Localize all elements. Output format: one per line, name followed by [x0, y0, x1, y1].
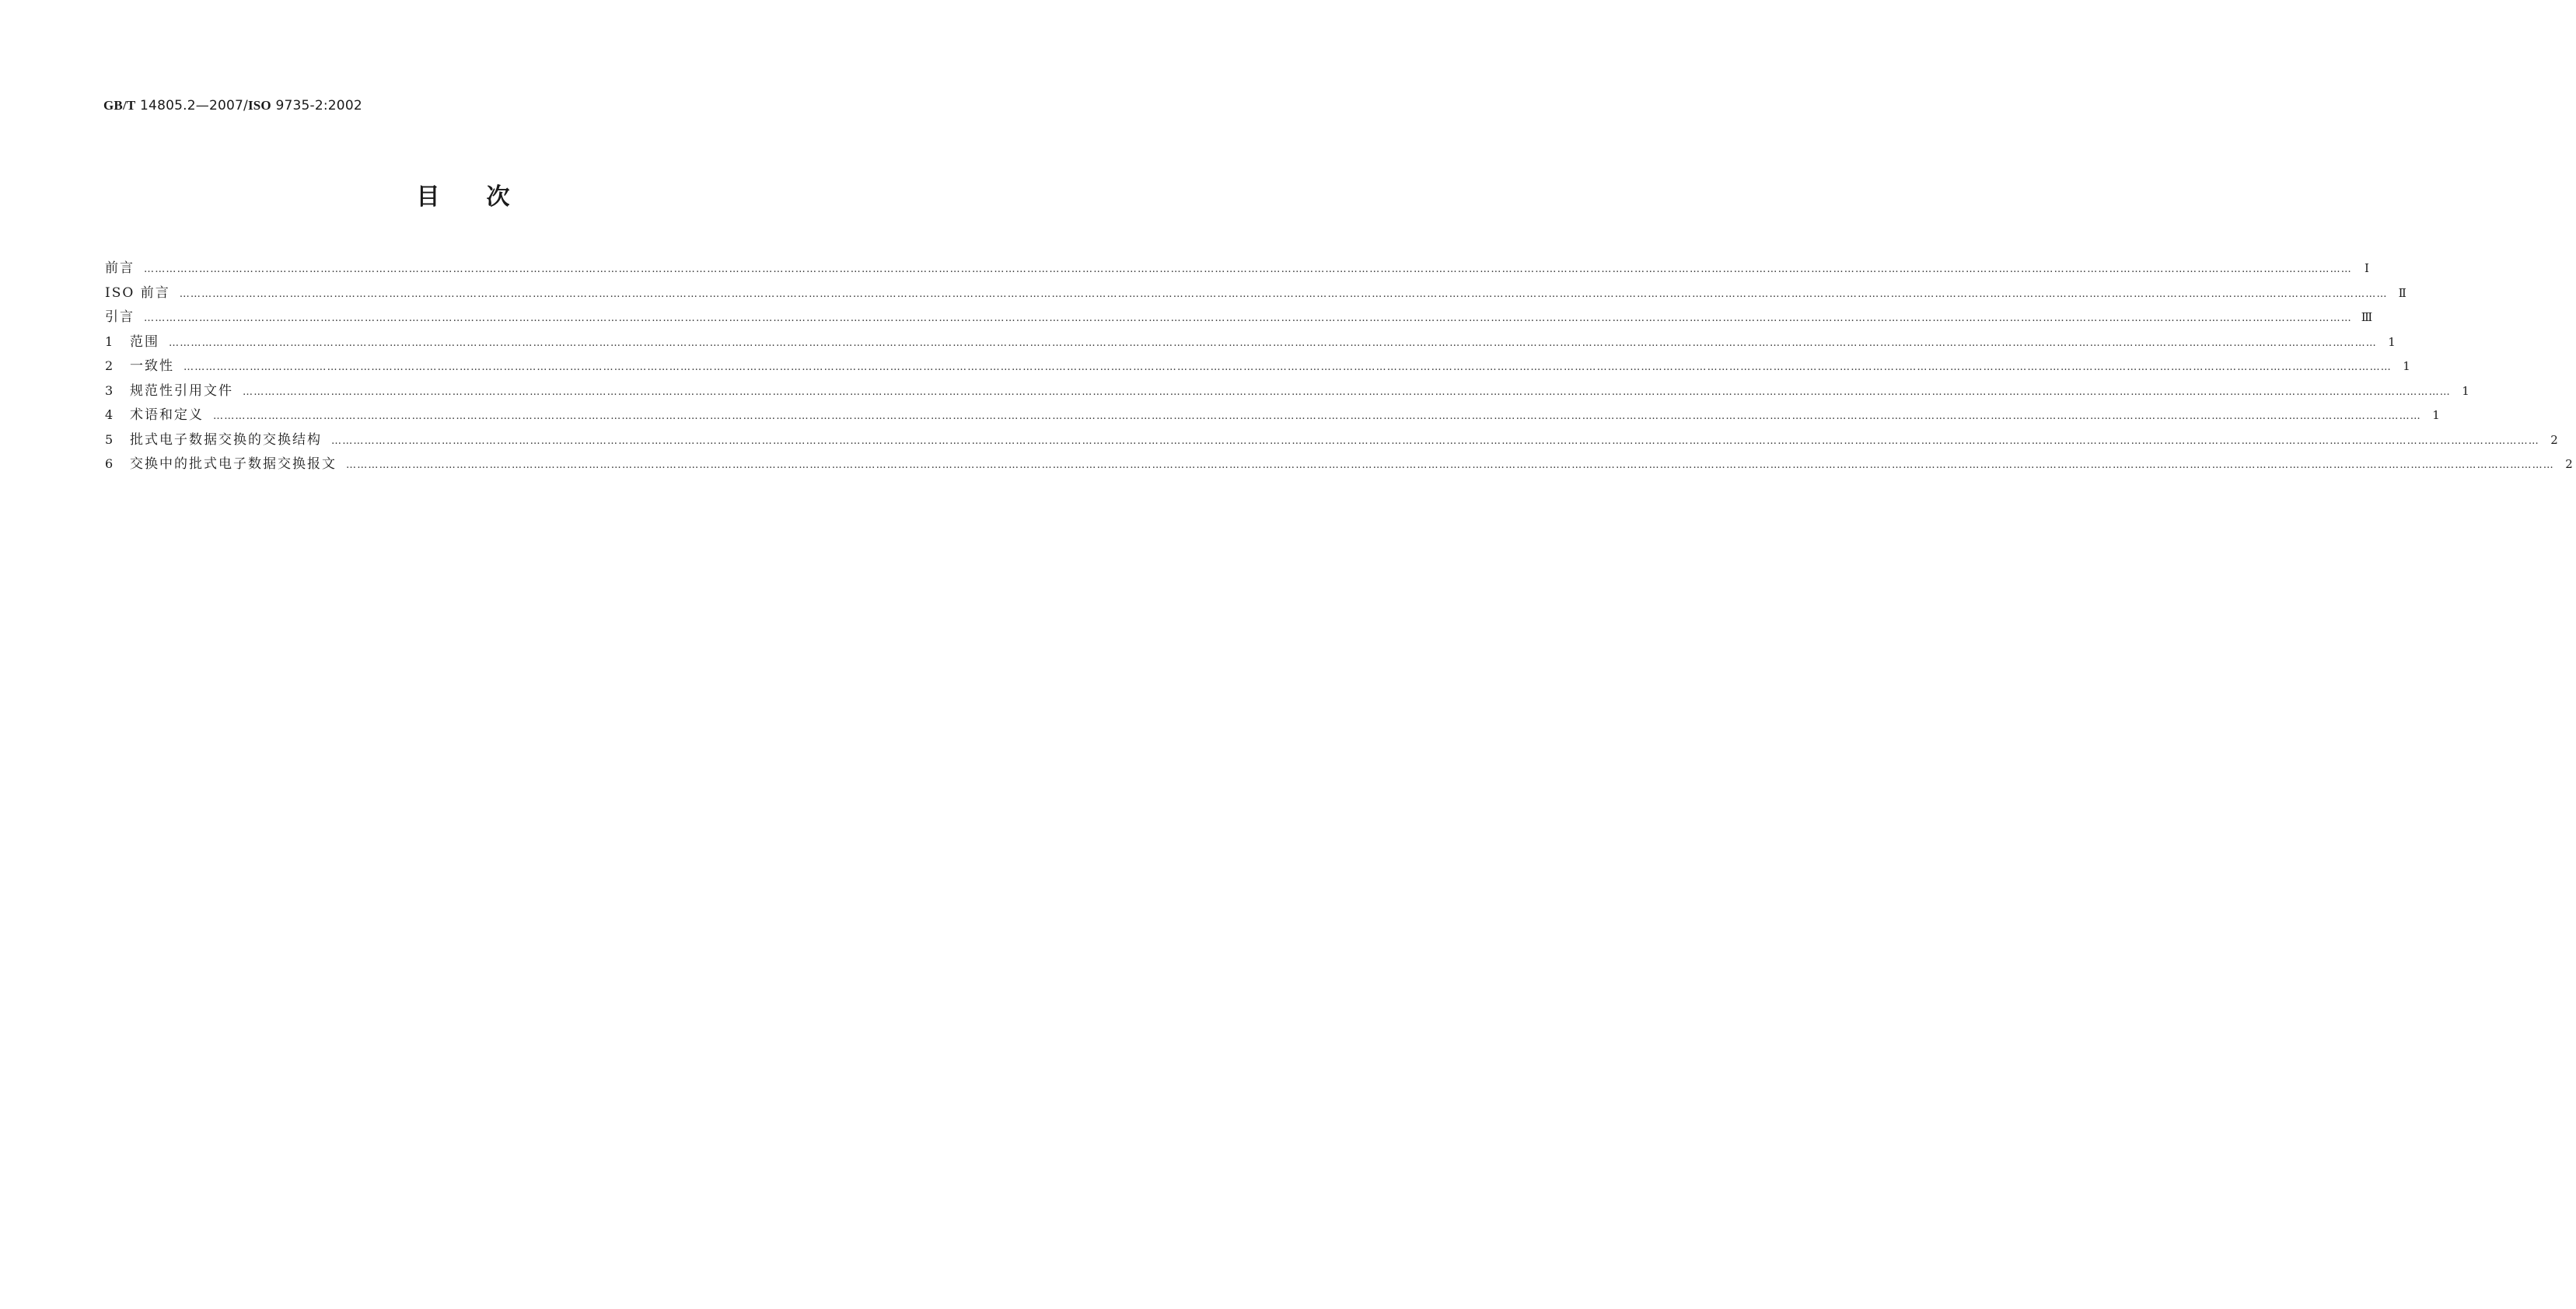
- toc-entry-interchange-structure[interactable]: [105, 428, 2558, 453]
- toc-leader-dots: ……………………………………………………………………………………………………………………………………………………………………………………………………………………………………………………………………………………………………………………………………………………………………………………………………………………………………………………………………………………………………………………………………………………: [346, 459, 2554, 471]
- toc-leader-dots: ……………………………………………………………………………………………………………………………………………………………………………………………………………………………………………………………………………………………………………………………………………………………………………………………………………………………………………………………………………………………………………………………………………………: [184, 361, 2392, 373]
- toc-entry-page: Ⅲ: [2361, 310, 2373, 324]
- toc-entry-messages-in-interchange[interactable]: [105, 452, 2573, 477]
- toc-entry-normative-references[interactable]: [105, 379, 2469, 404]
- toc-leader-dots: ……………………………………………………………………………………………………………………………………………………………………………………………………………………………………………………………………………………………………………………………………………………………………………………………………………………………………………………………………………………………………………………………………………………: [144, 264, 2352, 275]
- toc-leader-dots: ……………………………………………………………………………………………………………………………………………………………………………………………………………………………………………………………………………………………………………………………………………………………………………………………………………………………………………………………………………………………………………………………………………………: [169, 337, 2377, 349]
- toc-entry-number: 6: [105, 456, 114, 471]
- toc-entry-number: 1: [105, 333, 114, 349]
- toc-entry-number: 2: [105, 358, 114, 373]
- toc-leader-dots: ……………………………………………………………………………………………………………………………………………………………………………………………………………………………………………………………………………………………………………………………………………………………………………………………………………………………………………………………………………………………………………………………………………………: [213, 410, 2421, 422]
- toc-entry-page: Ⅱ: [2398, 285, 2406, 300]
- toc-entry-number: 3: [105, 382, 114, 398]
- toc-entry-label: ISO 前言: [105, 284, 170, 301]
- toc-entry-page: 1: [2403, 359, 2410, 373]
- toc-entry-preface[interactable]: [105, 257, 2369, 281]
- toc-entry-label: 一致性: [130, 358, 174, 374]
- toc-entry-introduction[interactable]: [105, 305, 2373, 330]
- iso-number: 9735-2:2002: [271, 98, 362, 113]
- iso-prefix: ISO: [247, 98, 271, 113]
- toc-entry-iso-preface[interactable]: [105, 281, 2406, 306]
- toc-entry-page: Ⅰ: [2365, 261, 2369, 275]
- toc-entry-label: 术语和定义: [130, 407, 204, 423]
- toc-entry-page: 1: [2462, 383, 2469, 398]
- toc-leader-dots: ……………………………………………………………………………………………………………………………………………………………………………………………………………………………………………………………………………………………………………………………………………………………………………………………………………………………………………………………………………………………………………………………………………………: [331, 435, 2539, 447]
- toc-entry-page: 2: [2565, 457, 2573, 471]
- toc-entry-scope[interactable]: [105, 330, 2396, 355]
- toc-leader-dots: ……………………………………………………………………………………………………………………………………………………………………………………………………………………………………………………………………………………………………………………………………………………………………………………………………………………………………………………………………………………………………………………………………………………: [179, 288, 2388, 300]
- toc-entry-label: 规范性引用文件: [130, 382, 233, 399]
- toc-entry-conformance[interactable]: [105, 354, 2410, 379]
- toc-entry-page: 2: [2550, 432, 2558, 447]
- toc-entry-number: 5: [105, 431, 114, 447]
- page-title: 目次: [416, 183, 557, 211]
- toc-entry-number: 4: [105, 407, 114, 422]
- toc-entry-label: 交换中的批式电子数据交换报文: [130, 456, 337, 472]
- toc-entry-label: 引言: [105, 309, 135, 325]
- toc-entry-label: 范围: [130, 333, 159, 350]
- toc-entry-label: 批式电子数据交换的交换结构: [130, 431, 322, 448]
- toc-leader-dots: ……………………………………………………………………………………………………………………………………………………………………………………………………………………………………………………………………………………………………………………………………………………………………………………………………………………………………………………………………………………………………………………………………………………: [144, 312, 2352, 324]
- table-of-contents: [105, 257, 2573, 477]
- standard-number: 14805.2—2007/: [135, 98, 248, 113]
- toc-entry-page: 1: [2388, 334, 2396, 349]
- toc-leader-dots: ……………………………………………………………………………………………………………………………………………………………………………………………………………………………………………………………………………………………………………………………………………………………………………………………………………………………………………………………………………………………………………………………………………………: [243, 386, 2451, 398]
- toc-entry-page: 1: [2432, 408, 2440, 422]
- standard-prefix: GB/T: [103, 98, 136, 113]
- toc-entry-label: 前言: [105, 260, 135, 276]
- document-code: [103, 98, 362, 113]
- toc-entry-terms-definitions[interactable]: [105, 403, 2440, 428]
